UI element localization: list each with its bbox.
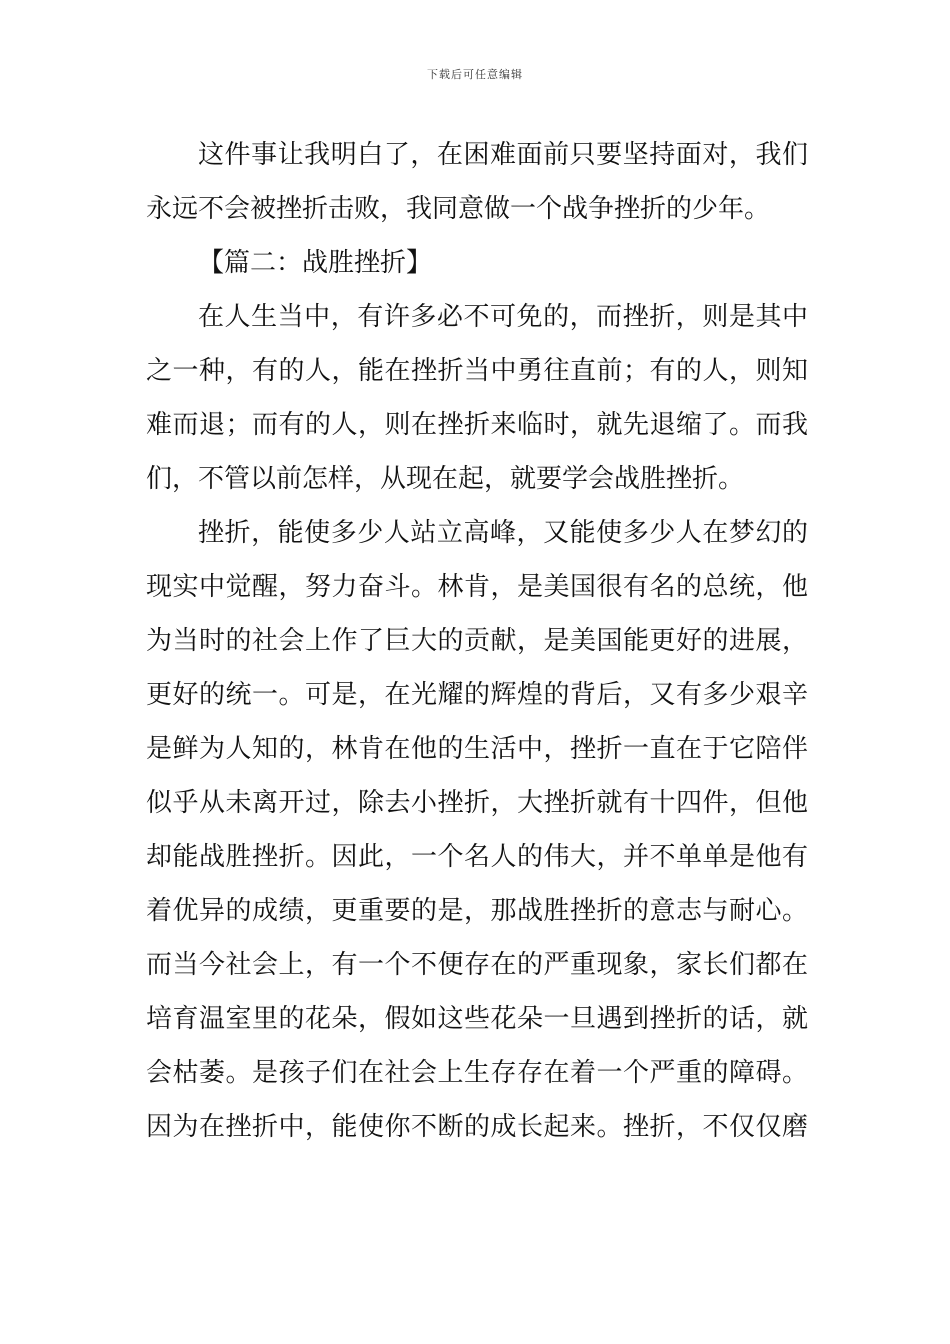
document-body (146, 128, 808, 1154)
paragraph-line: 之一种，有的人，能在挫折当中勇往直前；有的人，则知 (146, 356, 808, 386)
paragraph-line: 难而退；而有的人，则在挫折来临时，就先退缩了。而我 (146, 410, 808, 440)
paragraph-line: 永远不会被挫折击败，我同意做一个战争挫折的少年。 (146, 194, 771, 224)
paragraph-line: 这件事让我明白了，在困难面前只要坚持面对，我们 (198, 140, 808, 170)
paragraph-line: 挫折，能使多少人站立高峰，又能使多少人在梦幻的 (198, 518, 808, 548)
paragraph-line: 因为在挫折中，能使你不断的成长起来。挫折，不仅仅磨 (146, 1112, 808, 1142)
section-heading: 【篇二：战胜挫折】 (198, 248, 433, 278)
paragraph-line: 为当时的社会上作了巨大的贡献，是美国能更好的进展， (146, 626, 808, 656)
paragraph-line: 似乎从未离开过，除去小挫折，大挫折就有十四件，但他 (146, 788, 808, 818)
paragraph-line: 培育温室里的花朵，假如这些花朵一旦遇到挫折的话，就 (146, 1004, 808, 1034)
paragraph-line: 现实中觉醒，努力奋斗。林肯，是美国很有名的总统，他 (146, 572, 808, 602)
paragraph-line: 着优异的成绩，更重要的是，那战胜挫折的意志与耐心。 (146, 896, 808, 926)
page-header: 下载后可任意编辑 (427, 68, 523, 81)
paragraph-line: 们，不管以前怎样，从现在起，就要学会战胜挫折。 (146, 464, 745, 494)
paragraph-line: 而当今社会上，有一个不便存在的严重现象，家长们都在 (146, 950, 808, 980)
paragraph-line: 更好的统一。可是，在光耀的辉煌的背后，又有多少艰辛 (146, 680, 808, 710)
paragraph-line: 会枯萎。是孩子们在社会上生存存在着一个严重的障碍。 (146, 1058, 808, 1088)
paragraph-line: 却能战胜挫折。因此，一个名人的伟大，并不单单是他有 (146, 842, 808, 872)
paragraph-line: 是鲜为人知的，林肯在他的生活中，挫折一直在于它陪伴 (146, 734, 808, 764)
paragraph-line: 在人生当中，有许多必不可免的，而挫折，则是其中 (198, 302, 808, 332)
